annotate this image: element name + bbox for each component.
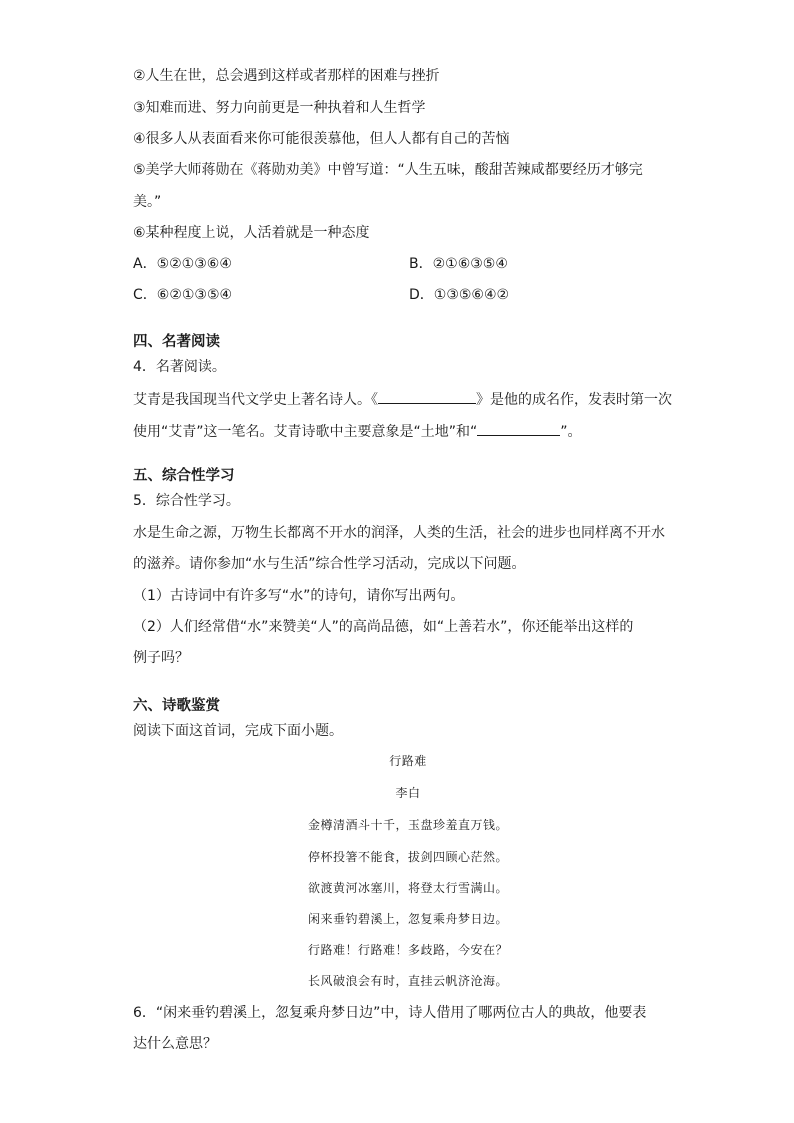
question-4-line1	[133, 388, 672, 410]
option-a: A．⑤②①③⑥④	[133, 256, 232, 272]
answer-blank-1[interactable]	[378, 388, 476, 404]
option-b: B．②①⑥③⑤④	[409, 256, 508, 272]
poem-line-1: 金樽清酒斗十千，玉盘珍羞直万钱。	[307, 818, 508, 832]
sentence-5-line1: ⑤美学大师蒋勋在《蒋勋劝美》中曾写道：“人生五味，酸甜苦辣咸都要经历才够完	[133, 162, 643, 178]
poem-line-3: 欲渡黄河冰塞川，将登太行雪满山。	[307, 881, 508, 895]
question-4-line2	[133, 420, 582, 442]
q4-line2-post: ”。	[560, 424, 582, 440]
section-6-intro: 阅读下面这首词，完成下面小题。	[133, 723, 343, 739]
question-5-sub2-line1: （2）人们经常借“水”来赞美“人”的高尚品德，如“上善若水”，你还能举出这样的	[133, 619, 634, 635]
sentence-2: ②人生在世，总会遇到这样或者那样的困难与挫折	[133, 68, 440, 84]
sentence-6: ⑥某种程度上说，人活着就是一种态度	[133, 225, 370, 241]
section-5-para-line2: 的滋养。请你参加“水与生活”综合性学习活动，完成以下问题。	[133, 556, 526, 572]
poem-line-2: 停杯投箸不能食，拔剑四顾心茫然。	[307, 850, 508, 864]
poem-line-6: 长风破浪会有时，直挂云帆济沧海。	[307, 974, 508, 988]
sentence-5-line2: 美。”	[133, 194, 162, 210]
question-6-line1: 6．“闲来垂钓碧溪上，忽复乘舟梦日边”中，诗人借用了哪两位古人的典故，他要表	[133, 1005, 647, 1021]
poem-author: 李白	[395, 786, 421, 800]
sentence-4: ④很多人从表面看来你可能很羡慕他，但人人都有自己的苦恼	[133, 131, 510, 147]
question-5-sub1: （1）古诗词中有许多写“水”的诗句，请你写出两句。	[133, 588, 465, 604]
question-5-label: 5．综合性学习。	[133, 493, 240, 509]
section-5-heading: 五、综合性学习	[133, 468, 235, 484]
question-4-label: 4．名著阅读。	[133, 359, 226, 375]
q4-line1-pre: 艾青是我国现当代文学史上著名诗人。《	[133, 392, 378, 408]
answer-blank-2[interactable]	[477, 420, 560, 436]
question-6-line2: 达什么意思？	[133, 1036, 217, 1052]
poem-line-4: 闲来垂钓碧溪上，忽复乘舟梦日边。	[307, 912, 508, 926]
q4-line1-post: 》是他的成名作，发表时第一次	[476, 392, 672, 408]
section-6-heading: 六、诗歌鉴赏	[133, 698, 220, 714]
section-4-heading: 四、名著阅读	[133, 334, 220, 350]
option-d: D．①③⑤⑥④②	[409, 287, 510, 303]
section-5-para-line1: 水是生命之源，万物生长都离不开水的润泽，人类的生活，社会的进步也同样离不开水	[133, 525, 665, 541]
option-c: C．⑥②①③⑤④	[133, 287, 233, 303]
q4-line2-pre: 使用“艾青”这一笔名。艾青诗歌中主要意象是“土地”和“	[133, 424, 478, 440]
poem-line-5: 行路难！行路难！多歧路，今安在？	[307, 943, 508, 957]
question-5-sub2-line2: 例子吗？	[133, 650, 189, 666]
poem-title: 行路难	[389, 754, 427, 768]
sentence-3: ③知难而进、努力向前更是一种执着和人生哲学	[133, 100, 426, 116]
